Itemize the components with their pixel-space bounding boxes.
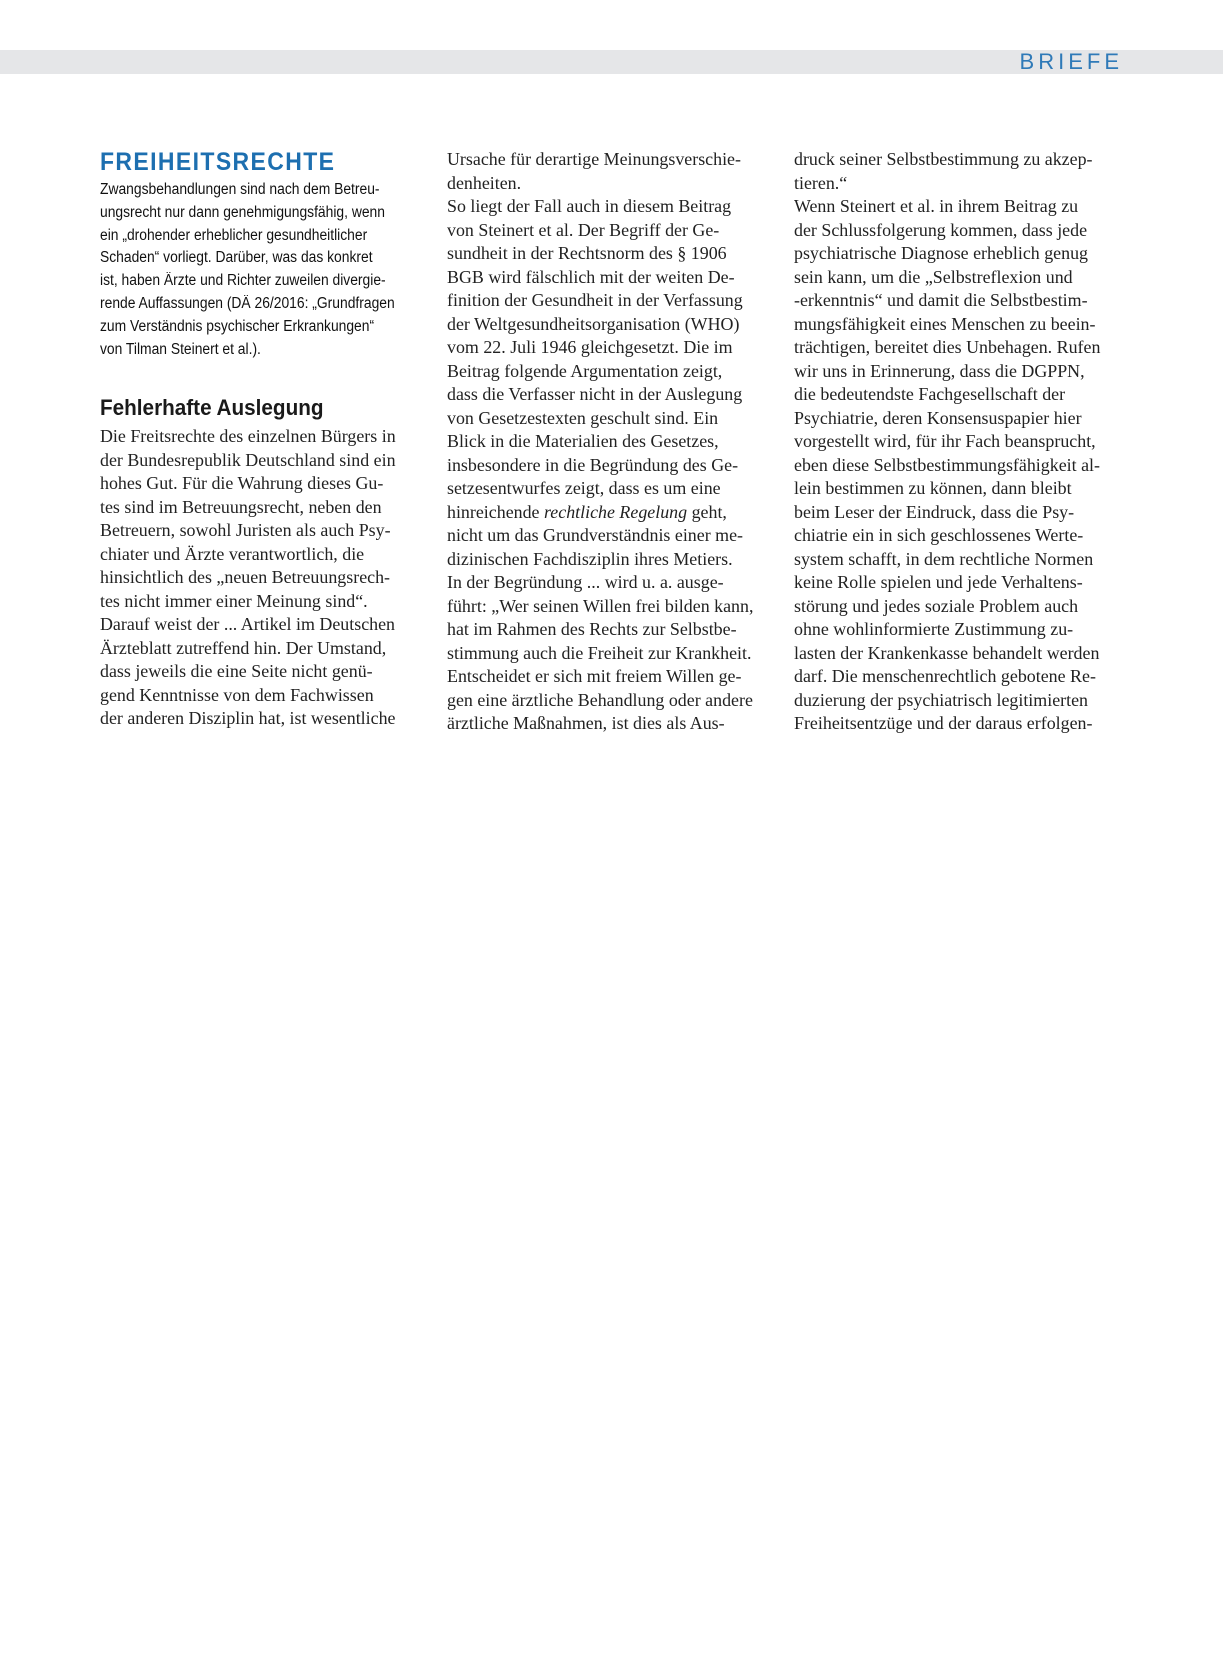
italic-phrase: rechtliche Regelung — [543, 501, 688, 522]
text-line: Freiheitsentzüge und der daraus erfolgen- — [794, 713, 1093, 733]
text-line: Betreuern, sowohl Juristen als auch Psy- — [100, 520, 391, 541]
text-line: Ursache für derartige Meinungsverschie- — [447, 149, 741, 169]
text-line: der Schlussfolgerung kommen, dass jede — [794, 219, 1088, 240]
text-line: von Gesetzestexten geschult sind. Ein — [447, 407, 719, 428]
body-text-column-2b — [447, 524, 777, 736]
italic-line-before: hinreichende — [447, 501, 544, 522]
text-line: Psychiatrie, deren Konsensuspapier hier — [794, 407, 1082, 428]
text-line: beim Leser der Eindruck, dass die Psy- — [794, 501, 1075, 522]
text-line: keine Rolle spielen und jede Verhaltens- — [794, 572, 1083, 592]
text-line: rende Auffassungen (DÄ 26/2016: „Grundfragen — [100, 294, 395, 312]
text-line: hat im Rahmen des Rechts zur Selbstbe- — [447, 619, 737, 639]
text-line: druck seiner Selbstbestimmung zu akzep- — [794, 149, 1093, 169]
text-line: wir uns in Erinnerung, dass die DGPPN, — [794, 360, 1085, 381]
text-line: BGB wird fälschlich mit der weiten De- — [447, 266, 735, 287]
text-line: tes sind im Betreuungsrecht, neben den — [100, 496, 382, 517]
column-2 — [447, 148, 777, 736]
text-line: ohne wohlinformierte Zustimmung zu- — [794, 619, 1074, 639]
body-text-column-3 — [794, 148, 1124, 736]
italic-line-after: geht, — [687, 501, 727, 522]
text-line: psychiatrische Diagnose erheblich genug — [794, 243, 1089, 263]
text-line: stimmung auch die Freiheit zur Krankheit. — [447, 642, 752, 663]
text-line: eben diese Selbstbestimmungsfähigkeit al- — [794, 454, 1100, 475]
text-line: chiatrie ein in sich geschlossenes Werte- — [794, 525, 1084, 545]
text-line: insbesondere in die Begründung des Ge- — [447, 454, 739, 475]
text-line: hinsichtlich des „neuen Betreuungsrech- — [100, 567, 391, 588]
text-line: ärztliche Maßnahmen, ist dies als Aus- — [447, 713, 725, 733]
text-line: der Bundesrepublik Deutschland sind ein — [100, 449, 396, 470]
text-line: vom 22. Juli 1946 gleichgesetzt. Die im — [447, 337, 733, 357]
text-line: dass die Verfasser nicht in der Auslegung — [447, 384, 743, 404]
subheading: Fehlerhafte Auslegung — [100, 395, 324, 421]
text-line: Ärzteblatt zutreffend hin. Der Umstand, — [100, 637, 387, 658]
text-line: von Tilman Steinert et al.). — [100, 340, 261, 358]
text-line: tieren.“ — [794, 172, 848, 193]
kicker-heading: FREIHEITSRECHTE — [100, 148, 336, 176]
text-line: sein kann, um die „Selbstreflexion und — [794, 266, 1073, 287]
text-line: nicht um das Grundverständnis einer me- — [447, 525, 744, 545]
text-line: Beitrag folgende Argumentation zeigt, — [447, 360, 723, 381]
text-line: setzesentwurfes zeigt, dass es um eine — [447, 478, 721, 498]
text-line: dass jeweils die eine Seite nicht genü- — [100, 661, 373, 682]
text-line: Blick in die Materialien des Gesetzes, — [447, 431, 719, 451]
text-line: störung und jedes soziale Problem auch — [794, 595, 1079, 616]
text-line: zum Verständnis psychischer Erkrankungen“ — [100, 317, 375, 335]
column-3 — [794, 148, 1124, 736]
text-line: finition der Gesundheit in der Verfassung — [447, 290, 743, 310]
text-line: lein bestimmen zu können, dann bleibt — [794, 478, 1072, 498]
text-line: ist, haben Ärzte und Richter zuweilen divergie- — [100, 272, 386, 290]
text-line: gen eine ärztliche Behandlung oder andere — [447, 689, 753, 710]
body-text-column-2a — [447, 148, 777, 501]
text-line: Schaden“ vorliegt. Darüber, was das konkret — [100, 249, 373, 267]
text-line: -erkenntnis“ und damit die Selbstbestim- — [794, 290, 1088, 310]
text-line: denheiten. — [447, 172, 522, 193]
text-line: Darauf weist der ... Artikel im Deutschen — [100, 614, 396, 635]
text-line: vorgestellt wird, für ihr Fach beansprucht, — [794, 431, 1096, 451]
text-line: Entscheidet er sich mit freiem Willen ge- — [447, 666, 742, 686]
text-line: mungsfähigkeit eines Menschen zu beein- — [794, 313, 1096, 334]
text-line: system schafft, in dem rechtliche Normen — [794, 548, 1094, 569]
text-line: In der Begründung ... wird u. a. ausge- — [447, 572, 724, 592]
text-line: die bedeutendste Fachgesellschaft der — [794, 384, 1066, 404]
text-line: duzierung der psychiatrisch legitimierten — [794, 689, 1089, 710]
text-line: So liegt der Fall auch in diesem Beitrag — [447, 196, 732, 216]
text-line: chiater und Ärzte verantwortlich, die — [100, 543, 365, 564]
text-line: gend Kenntnisse von dem Fachwissen — [100, 684, 374, 705]
italic-line — [447, 501, 777, 525]
text-line: von Steinert et al. Der Begriff der Ge- — [447, 219, 720, 240]
text-line: Zwangsbehandlungen sind nach dem Betreu- — [100, 181, 380, 198]
text-line: ein „drohender erheblicher gesundheitlicher — [100, 226, 368, 244]
column-1 — [100, 148, 430, 731]
text-line: führt: „Wer seinen Willen frei bilden kann, — [447, 595, 754, 616]
text-line: lasten der Krankenkasse behandelt werden — [794, 642, 1100, 663]
section-label: BRIEFE — [1019, 49, 1123, 74]
text-line: darf. Die menschenrechtlich gebotene Re- — [794, 666, 1096, 686]
text-line: ungsrecht nur dann genehmigungsfähig, wenn — [100, 203, 385, 221]
text-line: tes nicht immer einer Meinung sind“. — [100, 590, 368, 611]
text-line: der Weltgesundheitsorganisation (WHO) — [447, 313, 740, 334]
text-line: hohes Gut. Für die Wahrung dieses Gu- — [100, 473, 384, 494]
text-line: trächtigen, bereitet dies Unbehagen. Rufen — [794, 337, 1101, 357]
text-line: Die Freitsrechte des einzelnen Bürgers in — [100, 426, 396, 447]
body-text-column-1 — [100, 425, 430, 731]
text-line: sundheit in der Rechtsnorm des § 1906 — [447, 243, 727, 263]
text-line: der anderen Disziplin hat, ist wesentliche — [100, 708, 396, 729]
text-line: Wenn Steinert et al. in ihrem Beitrag zu — [794, 196, 1079, 216]
lead-paragraph — [100, 179, 430, 361]
text-line: dizinischen Fachdisziplin ihres Metiers. — [447, 548, 733, 569]
